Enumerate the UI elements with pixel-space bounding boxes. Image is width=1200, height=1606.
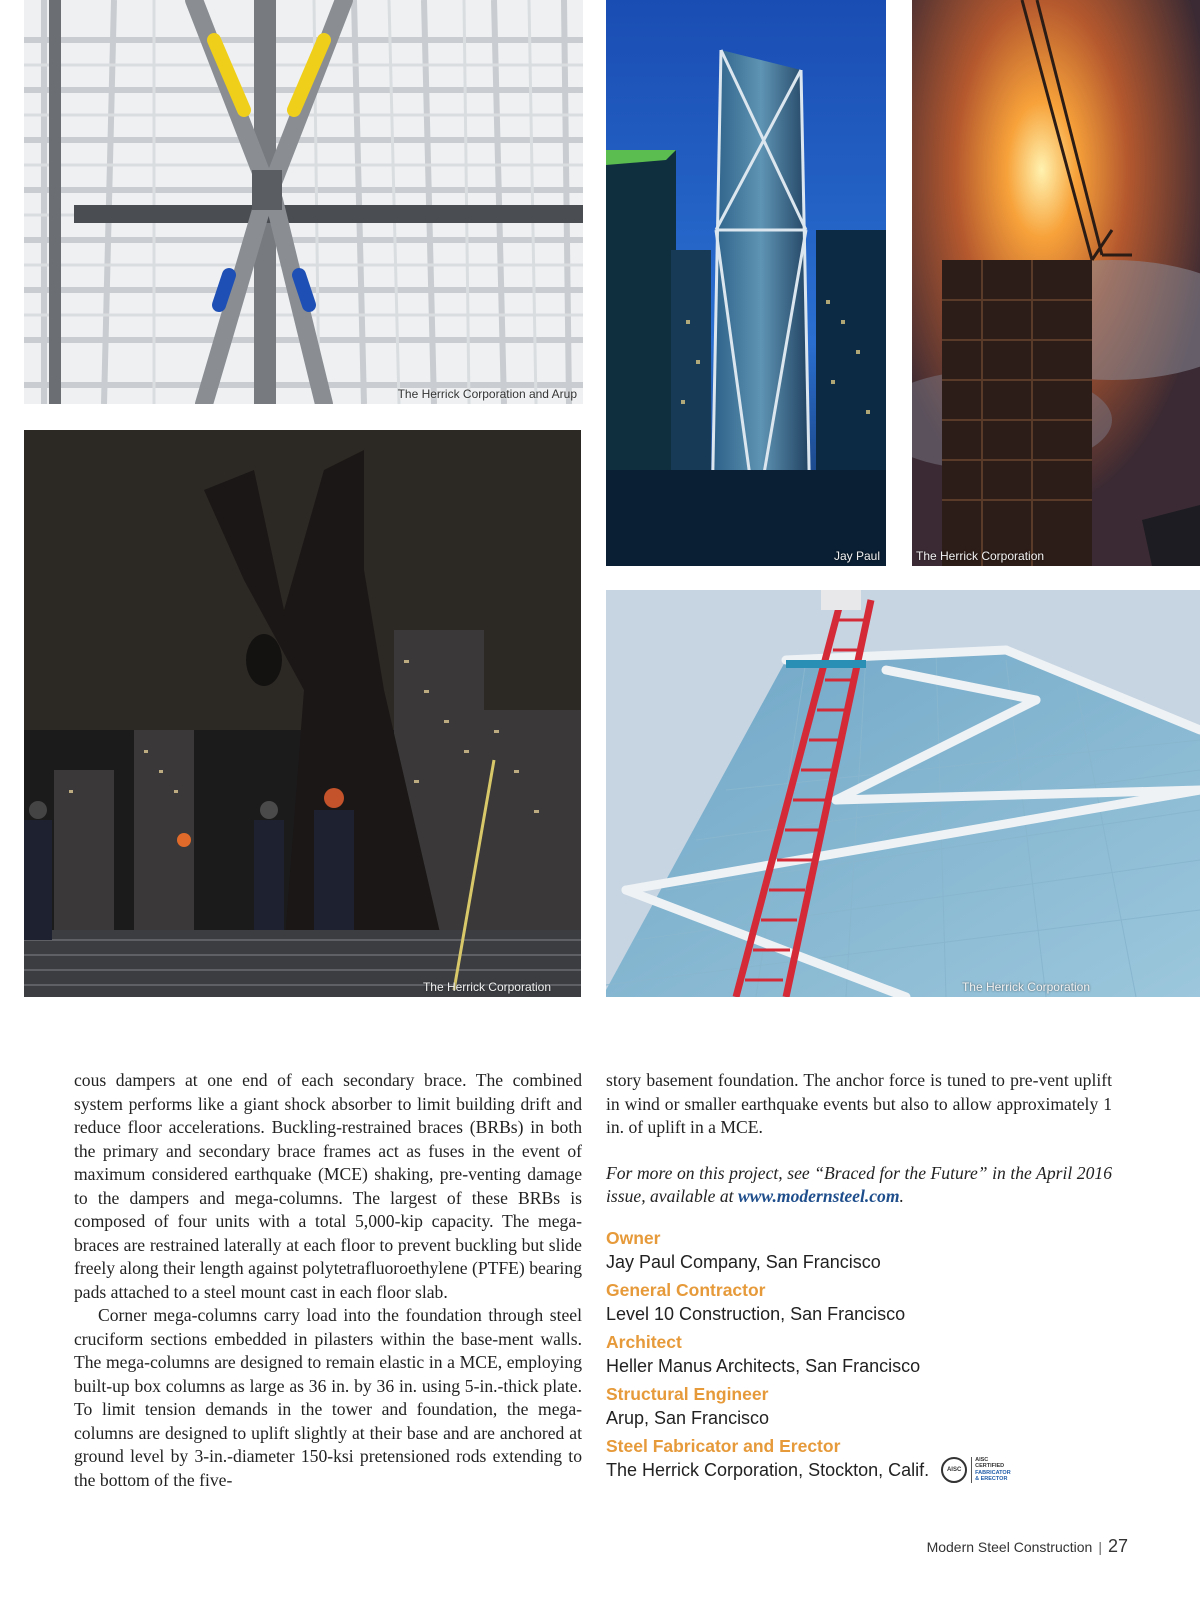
page-footer bbox=[927, 1536, 1128, 1557]
role-owner: Owner bbox=[606, 1227, 661, 1248]
note-suffix: . bbox=[899, 1186, 904, 1206]
related-article-note bbox=[606, 1162, 1112, 1209]
article-paragraph: cous dampers at one end of each secondary brace. The combined system performs like a giant shock absorber to limit building drift and reduce floor accelerations. Buckling-restrained braces (BRBs) in both the primary and secondary brace frames act as fuses in the event of maximum considered earthquake (MCE) shaking, pre-venting damage to the dampers and mega-columns. The largest of these BRBs is composed of four units with a total 5,000-kip capacity. The mega-braces are restrained laterally at each floor to prevent buckling but slide freely along their length against polytetrafluoroethylene (PTFE) bearing pads attached to a steel mount cast in each floor slab. bbox=[74, 1070, 582, 1302]
photo-credit: The Herrick Corporation bbox=[422, 980, 551, 994]
tower-dusk-graphic bbox=[606, 0, 886, 566]
role-steel-fabricator: Steel Fabricator and Erector bbox=[606, 1435, 841, 1456]
aisc-line: AISC bbox=[975, 1456, 989, 1463]
photo-sunset-crane bbox=[912, 0, 1200, 566]
modernsteel-link[interactable]: www.modernsteel.com bbox=[737, 1186, 900, 1206]
firm-owner bbox=[606, 1249, 1112, 1275]
firm-name: Arup, San Francisco bbox=[606, 1407, 770, 1428]
aisc-seal-icon: AISC bbox=[941, 1457, 967, 1483]
aisc-line: CERTIFIED bbox=[975, 1463, 1005, 1469]
photo-night-erection bbox=[24, 430, 581, 997]
page-number: 27 bbox=[1107, 1536, 1128, 1556]
steel-frame-render-graphic bbox=[24, 0, 583, 404]
aisc-line: FABRICATOR bbox=[975, 1469, 1011, 1476]
article-column-left bbox=[74, 1069, 582, 1492]
publication-name: Modern Steel Construction bbox=[926, 1538, 1093, 1555]
firm-steel-fabricator bbox=[606, 1457, 1112, 1483]
article-column-right bbox=[606, 1069, 1112, 1487]
firm-name: The Herrick Corporation, Stockton, Calif. bbox=[606, 1459, 930, 1480]
firm-name: Jay Paul Company, San Francisco bbox=[606, 1251, 881, 1272]
note-text: For more on this project, see “Braced for the Future” in the April 2016 issue, available at bbox=[606, 1162, 1112, 1206]
sunset-crane-graphic bbox=[912, 0, 1200, 566]
aisc-line: & ERECTOR bbox=[975, 1476, 1008, 1482]
photo-credit: The Herrick Corporation and Arup bbox=[397, 387, 577, 401]
role-structural-engineer: Structural Engineer bbox=[606, 1383, 769, 1404]
crane-facade-graphic bbox=[606, 590, 1200, 997]
footer-divider: | bbox=[1098, 1538, 1102, 1555]
firm-name: Level 10 Construction, San Francisco bbox=[606, 1303, 906, 1324]
photo-credit: The Herrick Corporation bbox=[916, 549, 1045, 563]
photo-steel-frame-render bbox=[24, 0, 583, 404]
article-paragraph: story basement foundation. The anchor force is tuned to pre-vent uplift in wind or smaller earthquake events but also to allow approximately 1 in. of uplift in a MCE. bbox=[606, 1070, 1112, 1137]
role-architect: Architect bbox=[606, 1331, 682, 1352]
role-general-contractor: General Contractor bbox=[606, 1279, 766, 1300]
article-paragraph: Corner mega-columns carry load into the foundation through steel cruciform sections embedded in pilasters within the base-ment walls. The mega-columns are designed to remain elastic in a MCE, employing built-up box columns as large as 36 in. by 36 in. using 5-in.-thick plate. To limit tension demands in the tower and foundation, the mega-columns are designed to uplift slightly at their base and are anchored at ground level by 3-in.-diameter 150-ksi pretensioned rods extending to the bottom of the five- bbox=[74, 1305, 582, 1490]
firm-general-contractor bbox=[606, 1301, 1112, 1327]
photo-credit: Jay Paul bbox=[833, 549, 880, 563]
firm-architect bbox=[606, 1353, 1112, 1379]
project-team-list bbox=[606, 1227, 1112, 1483]
photo-crane-facade bbox=[606, 590, 1200, 997]
aisc-certified-badge bbox=[941, 1457, 1011, 1483]
firm-structural-engineer bbox=[606, 1405, 1112, 1431]
photo-tower-dusk bbox=[606, 0, 886, 566]
firm-name: Heller Manus Architects, San Francisco bbox=[606, 1355, 921, 1376]
photo-credit: The Herrick Corporation bbox=[961, 980, 1090, 994]
aisc-cert-text bbox=[971, 1457, 1011, 1483]
night-erection-graphic bbox=[24, 430, 581, 997]
